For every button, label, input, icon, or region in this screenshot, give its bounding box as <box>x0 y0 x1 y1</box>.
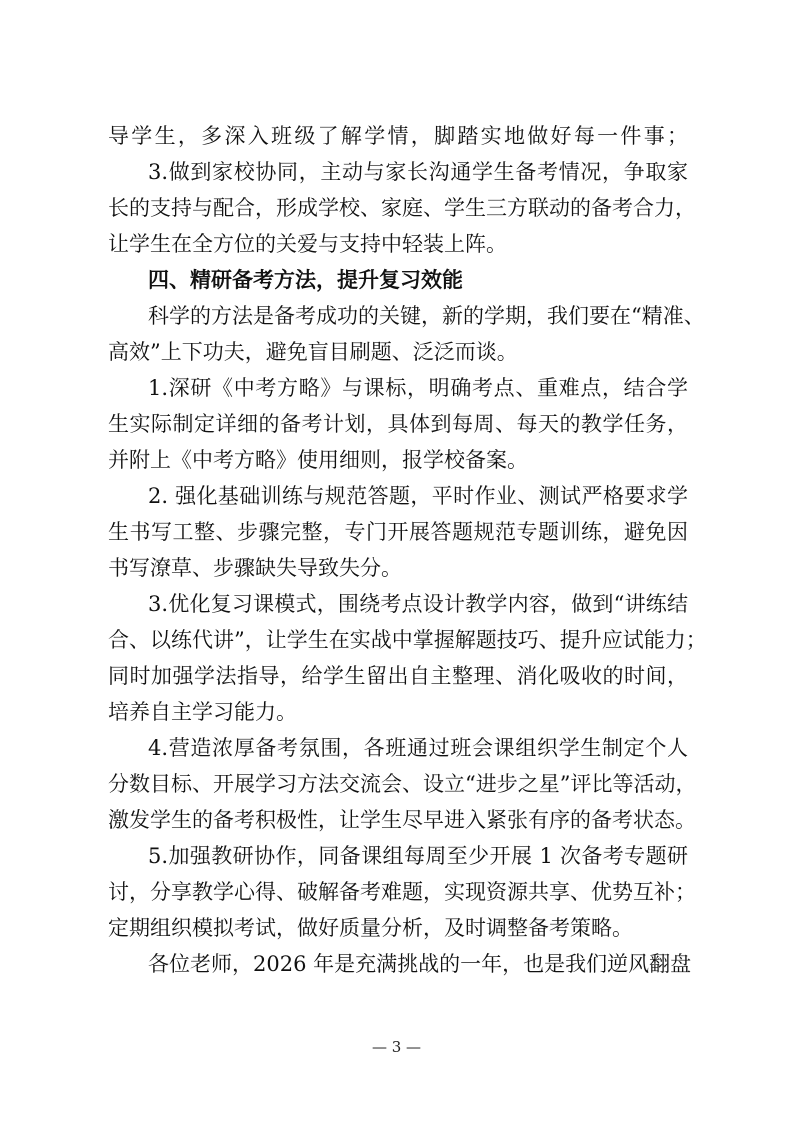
body-line: 4.营造浓厚备考氛围，各班通过班会课组织学生制定个人 <box>148 736 688 760</box>
body-line: 导学生，多深入班级了解学情，脚踏实地做好每一件事； <box>108 124 688 148</box>
body-line: 长的支持与配合，形成学校、家庭、学生三方联动的备考合力， <box>108 196 696 220</box>
body-line: 让学生在全方位的关爱与支持中轻装上阵。 <box>108 232 507 256</box>
body-line: 生实际制定详细的备考计划，具体到每周、每天的教学任务， <box>108 412 688 436</box>
body-line: 5.加强教研协作，同备课组每周至少开展 1 次备考专题研 <box>148 844 688 868</box>
body-line: 2. 强化基础训练与规范答题，平时作业、测试严格要求学 <box>148 484 688 508</box>
body-line: 分数目标、开展学习方法交流会、设立“进步之星”评比等活动， <box>108 772 697 796</box>
body-line: 定期组织模拟考试，做好质量分析，及时调整备考策略。 <box>108 916 633 940</box>
body-line: 1.深研《中考方略》与课标，明确考点、重难点，结合学 <box>148 376 688 400</box>
body-line: 讨，分享教学心得、破解备考难题，实现资源共享、优势互补； <box>108 880 696 904</box>
document-body <box>108 118 707 982</box>
body-line: 激发学生的备考积极性，让学生尽早进入紧张有序的备考状态。 <box>108 808 696 832</box>
section-heading: 四、精研备考方法，提升复习效能 <box>148 268 463 292</box>
page-number: — 3 — <box>371 1038 422 1056</box>
body-line: 3.做到家校协同，主动与家长沟通学生备考情况，争取家 <box>148 160 688 184</box>
body-line: 各位老师，2026 年是充满挑战的一年，也是我们逆风翻盘 <box>148 952 692 976</box>
body-line: 高效”上下功夫，避免盲目刷题、泛泛而谈。 <box>108 340 518 364</box>
body-line: 3.优化复习课模式，围绕考点设计教学内容，做到“讲练结 <box>148 592 688 616</box>
body-line: 合、以练代讲”，让学生在实战中掌握解题技巧、提升应试能力； <box>108 628 707 652</box>
body-line: 生书写工整、步骤完整，专门开展答题规范专题训练，避免因 <box>108 520 688 544</box>
body-line: 书写潦草、步骤缺失导致失分。 <box>108 556 402 580</box>
body-line: 同时加强学法指导，给学生留出自主整理、消化吸收的时间， <box>108 664 688 688</box>
body-line: 培养自主学习能力。 <box>108 700 297 724</box>
body-line: 科学的方法是备考成功的关键，新的学期，我们要在“精准、 <box>148 304 705 328</box>
body-line: 并附上《中考方略》使用细则，报学校备案。 <box>108 448 528 472</box>
